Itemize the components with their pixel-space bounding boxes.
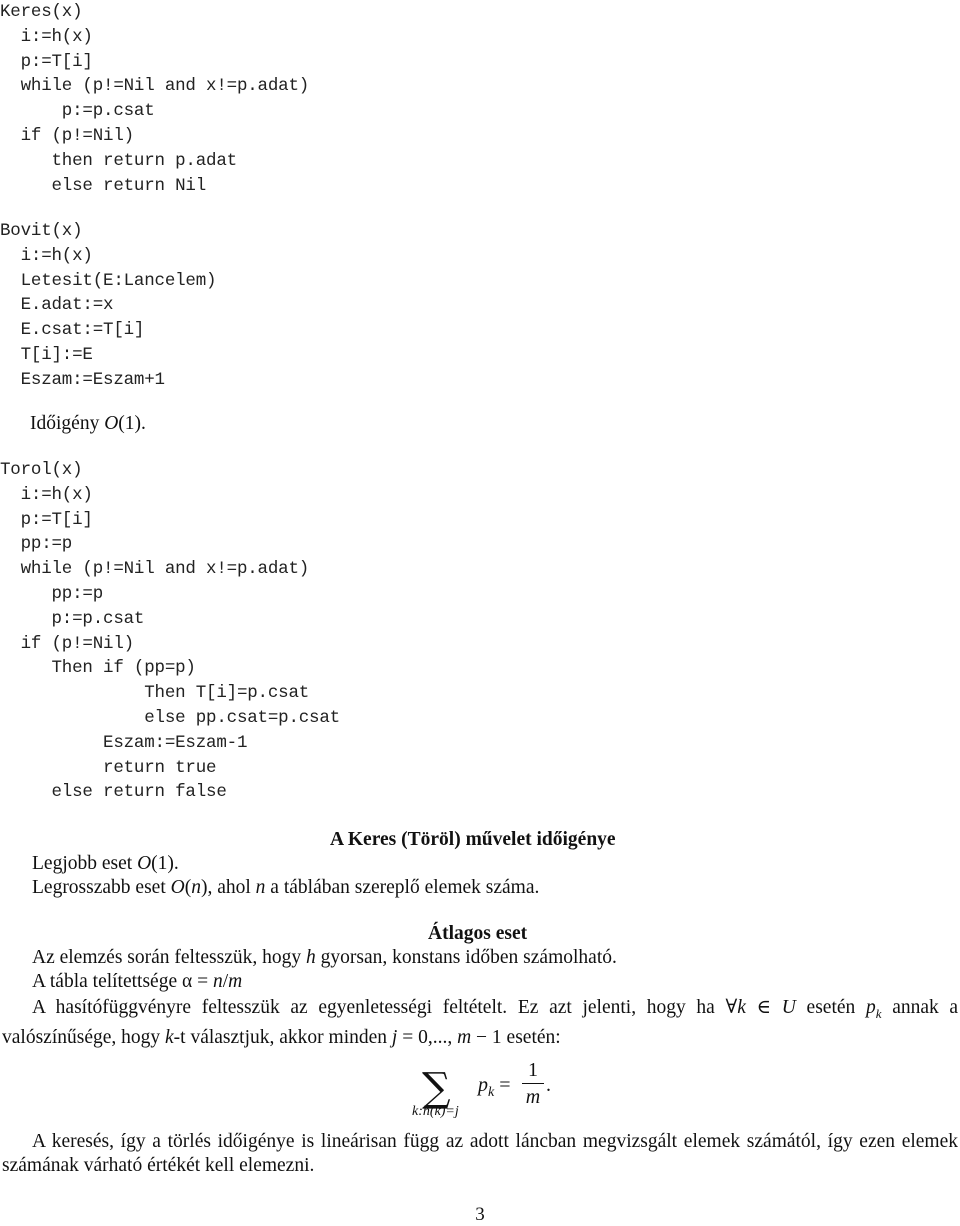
torol-code: Torol(x) i:=h(x) p:=T[i] pp:=p while (p!=Nil and x!=p.adat) pp:=p p:=p.csat if (p!=Nil) Then if (pp=p) Then T[i]=p.csat else pp.csat=p.csat Eszam:=Eszam-1 return true else return false	[0, 460, 340, 803]
keres-code: Keres(x) i:=h(x) p:=T[i] while (p!=Nil and x!=p.adat) p:=p.csat if (p!=Nil) then return p.adat else return Nil	[0, 2, 310, 196]
sum-subscript: k:h(k)=j	[412, 1104, 459, 1119]
page-number: 3	[475, 1204, 485, 1225]
section-heading-keres-torol: A Keres (Töröl) művelet időigénye	[330, 829, 616, 850]
section-heading-average: Átlagos eset	[428, 923, 528, 944]
sum-formula: ∑ k:h(k)=j $p_k$ = 1 m .	[412, 1059, 551, 1119]
best-case: Legjobb eset O(1).	[32, 853, 179, 874]
sum-symbol: ∑	[422, 1065, 451, 1111]
bovit-code: Bovit(x) i:=h(x) Letesit(E:Lancelem) E.adat:=x E.csat:=T[i] T[i]:=E Eszam:=Eszam+1	[0, 221, 217, 390]
conclusion-paragraph: A keresés, így a törlés időigénye is lineárisan függ az adott láncban megvizsgált elemek számától, így ezen elemek számának várható értékét kell elemezni.	[2, 1131, 958, 1176]
formula-lhs: $p_k$ =	[478, 1074, 511, 1100]
uniformity-paragraph: A hasítófüggvényre feltesszük az egyenletességi feltételt. Ez azt jelenti, hogy ha ∀k ∈ U esetén $p_k$ annak a valószínűsége, hogy k-t választjuk, akkor minden j = 0,..., m − 1 esetén:	[2, 997, 959, 1048]
avg-assumption-h: Az elemzés során feltesszük, hogy h gyorsan, konstans időben számolható.	[32, 947, 617, 968]
worst-case: Legrosszabb eset O(n), ahol n a táblában szereplő elemek száma.	[32, 877, 540, 898]
load-factor: A tábla telítettsége α = n/m	[32, 971, 243, 992]
bovit-complexity: Időigény O(1).	[30, 413, 146, 434]
fraction: 1 m	[522, 1058, 544, 1109]
